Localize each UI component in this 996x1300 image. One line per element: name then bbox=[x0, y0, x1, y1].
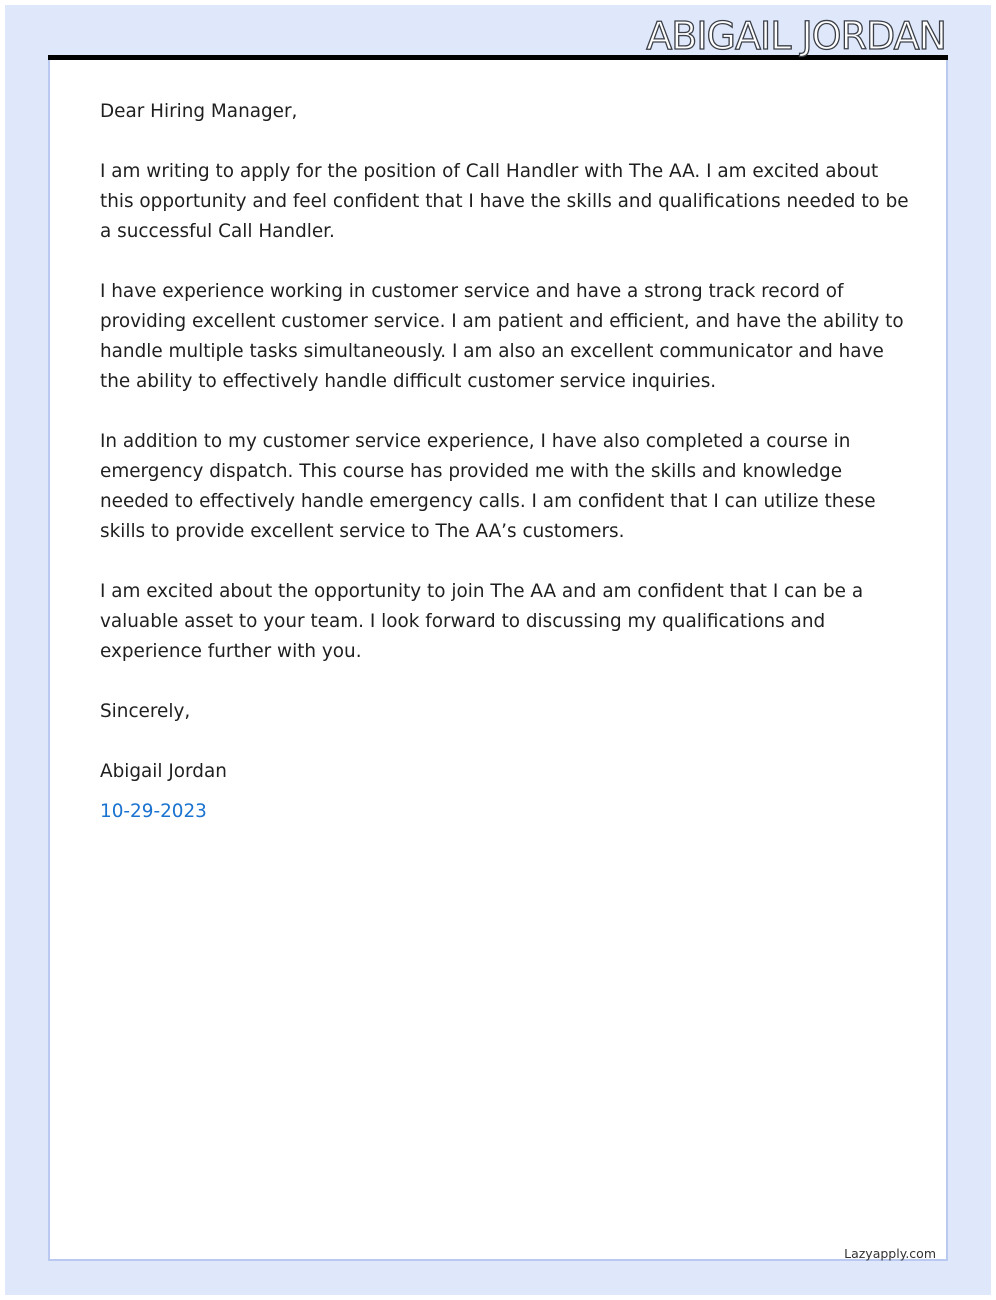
applicant-name-header: ABIGAIL JORDAN bbox=[646, 14, 946, 58]
footer-brand: Lazyapply.com bbox=[844, 1246, 936, 1261]
letter-date: 10-29-2023 bbox=[100, 801, 207, 822]
paragraph-conclusion: I am excited about the opportunity to join The AA and am confident that I can be a valuable asset to your team. I look forward to discussing my qualifications and experience further with you. bbox=[100, 581, 864, 662]
letter-body bbox=[100, 97, 910, 827]
salutation: Dear Hiring Manager, bbox=[100, 101, 298, 122]
paragraph-experience: I have experience working in customer service and have a strong track record of providing excellent customer service. I am patient and efficient, and have the ability to handle multiple tasks simultaneously. I am also an excellent communicator and have the ability to effectively handle difficult customer service inquiries. bbox=[100, 281, 904, 392]
paragraph-training: In addition to my customer service experience, I have also completed a course in emergency dispatch. This course has provided me with the skills and knowledge needed to effectively handle emergency calls. I am confident that I can utilize these skills to provide excellent service to The AA’s customers. bbox=[100, 431, 876, 542]
closing: Sincerely, bbox=[100, 701, 191, 722]
paragraph-intro: I am writing to apply for the position of Call Handler with The AA. I am excited about this opportunity and feel confident that I have the skills and qualifications needed to be a successful Call Handler. bbox=[100, 161, 909, 242]
signature-name: Abigail Jordan bbox=[100, 761, 227, 782]
